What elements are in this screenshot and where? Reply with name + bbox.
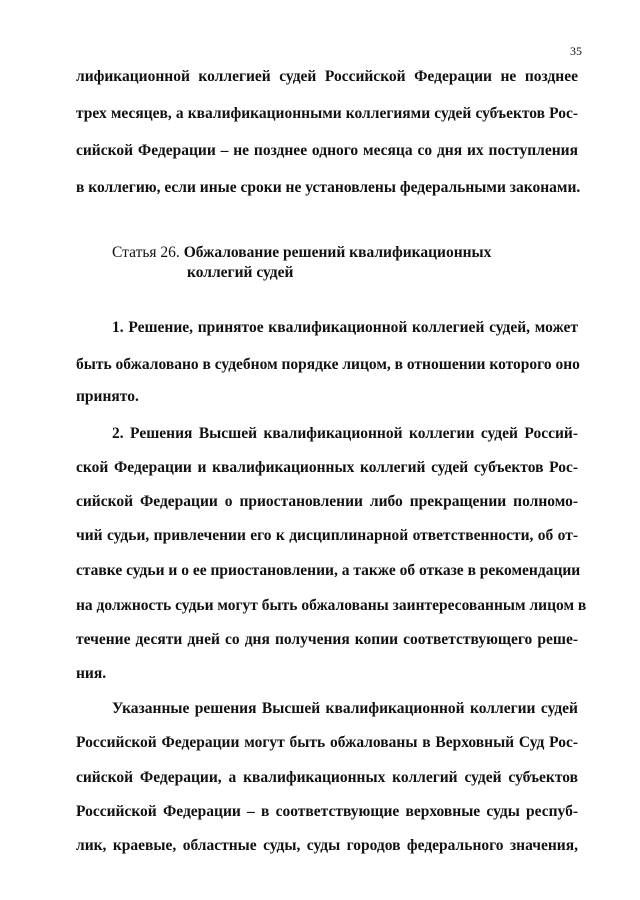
paragraph-line: лик, краевые, областные суды, суды городов федерального значения, [76,837,578,854]
article-title: Обжалование решений квалификационных [183,244,492,261]
article-label: Статья 26. [112,244,180,261]
paragraph-line: 2. Решения Высшей квалификационной коллегии судей Россий- [112,425,578,442]
paragraph-line: сийской Федерации – не позднее одного месяца со дня их поступления [76,142,578,159]
article-title-continued: коллегий судей [187,264,294,281]
paragraph-line: ской Федерации и квалификационных коллегий судей субъектов Рос- [76,459,578,476]
paragraph-line: ставке судьи и о ее приостановлении, а также об отказе в рекомендации [76,562,581,579]
paragraph-line: сийской Федерации о приостановлении либо прекращении полномо- [76,493,578,510]
paragraph-line: Российской Федерации могут быть обжалованы в Верховный Суд Рос- [76,734,578,751]
paragraph-line: сийской Федерации, а квалификационных коллегий судей субъектов [76,769,578,786]
paragraph-line: Российской Федерации – в соответствующие верховные суды респуб- [76,803,578,820]
page-number: 35 [570,44,582,58]
paragraph-line: на должность судьи могут быть обжалованы заинтересованным лицом в [76,597,587,614]
paragraph-line: течение десяти дней со дня получения копии соответствующего реше- [76,631,578,648]
paragraph-line: в коллегию, если иные сроки не установлены федеральными законами. [76,179,581,196]
paragraph-line: чий судьи, привлечении его к дисциплинарной ответственности, об от- [76,527,578,544]
article-heading [112,243,491,263]
paragraph-line: принято. [76,388,139,405]
paragraph-line: лификационной коллегией судей Российской Федерации не позднее [76,68,578,85]
paragraph-line: быть обжаловано в судебном порядке лицом, в отношении которого оно [76,356,580,373]
paragraph-line: Указанные решения Высшей квалификационной коллегии судей [112,700,578,717]
paragraph-line: 1. Решение, принятое квалификационной коллегией судей, может [112,319,578,336]
paragraph-line: ния. [76,665,107,682]
paragraph-line: трех месяцев, а квалификационными коллегиями судей субъектов Рос- [76,105,578,122]
